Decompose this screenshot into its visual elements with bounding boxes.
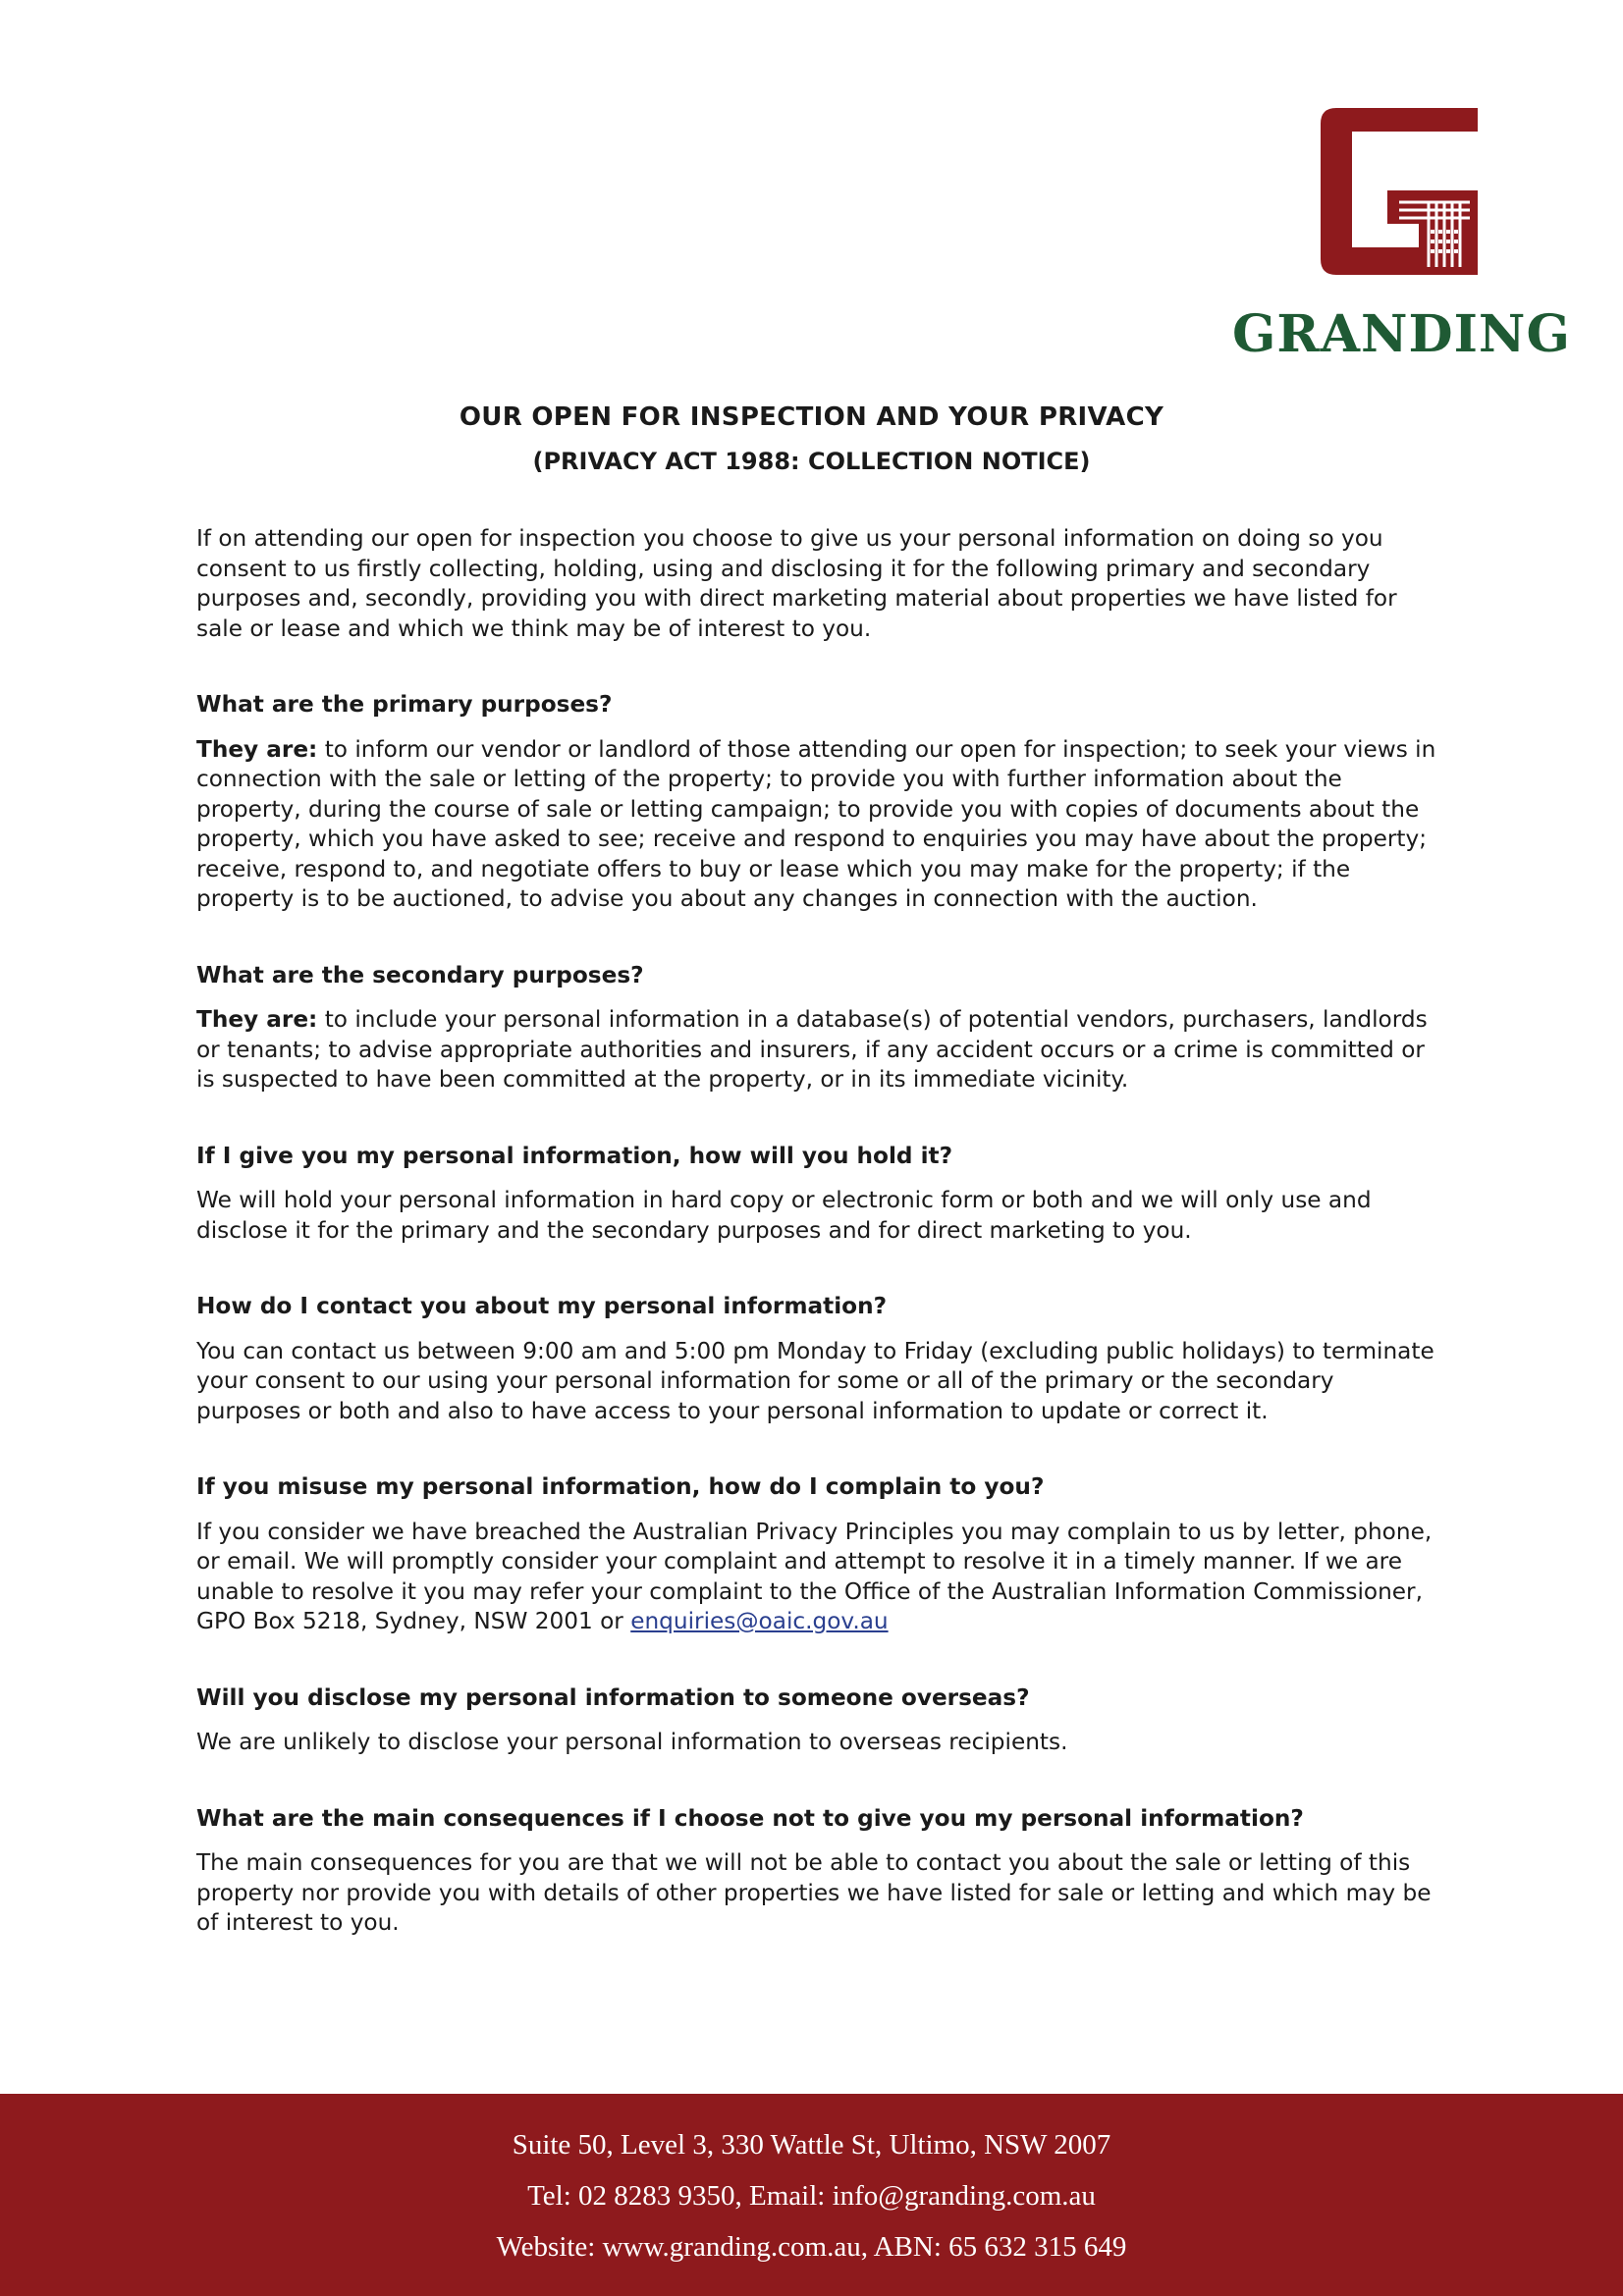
section-lead: They are: bbox=[196, 735, 318, 763]
section-text: If you consider we have breached the Australian Privacy Principles you may complain to us by letter, phone, or email. We will promptly consider your complaint and attempt to resolve it in a timely manner. If we are unable to resolve it you may refer your complaint to the Office of the Australian Information Commissioner, GPO Box 5218, Sydney, NSW 2001 or bbox=[196, 1518, 1433, 1634]
section-heading: Will you disclose my personal information to someone overseas? bbox=[196, 1683, 1030, 1711]
section-complaints bbox=[196, 1472, 1443, 1637]
footer-contact: Tel: 02 8283 9350, Email: info@granding.com.au bbox=[527, 2180, 1096, 2212]
company-logo bbox=[1232, 108, 1571, 373]
granding-logo-icon bbox=[1321, 108, 1478, 280]
section-heading: If I give you my personal information, how will you hold it? bbox=[196, 1142, 953, 1169]
footer-address: Suite 50, Level 3, 330 Wattle St, Ultimo, NSW 2007 bbox=[512, 2129, 1111, 2161]
document-header bbox=[0, 402, 1623, 475]
page-footer bbox=[0, 2094, 1623, 2296]
section-heading: How do I contact you about my personal information? bbox=[196, 1293, 888, 1319]
section-primary-purposes bbox=[196, 690, 1443, 915]
section-heading: What are the main consequences if I choose not to give you my personal information? bbox=[196, 1804, 1304, 1832]
section-body bbox=[196, 1005, 1443, 1095]
footer-website: Website: www.granding.com.au, ABN: 65 632 315 649 bbox=[496, 2231, 1127, 2263]
section-contact bbox=[196, 1292, 1443, 1426]
oaic-email-link[interactable]: enquiries@oaic.gov.au bbox=[630, 1608, 889, 1634]
page-title: OUR OPEN FOR INSPECTION AND YOUR PRIVACY bbox=[459, 402, 1164, 432]
intro-paragraph: If on attending our open for inspection you choose to give us your personal information on doing so you consent to us firstly collecting, holding, using and disclosing it for the following primary and secondary purposes and, secondly, providing you with direct marketing material about properties we have listed for sale or lease and which we think may be of interest to you. bbox=[196, 525, 1397, 642]
section-secondary-purposes bbox=[196, 961, 1443, 1095]
section-heading: What are the primary purposes? bbox=[196, 691, 613, 718]
section-consequences bbox=[196, 1804, 1443, 1939]
section-lead: They are: bbox=[196, 1006, 318, 1033]
section-text: to inform our vendor or landlord of those attending our open for inspection; to seek your views in connection with the sale or letting of the property; to provide you with further information about the property, during the course of sale or letting campaign; to provide you with copies of documents about the property, which you have asked to see; receive and respond to enquiries you may have about the property; receive, respond to, and negotiate offers to buy or lease which you may make for the property; if the property is to be auctioned, to advise you about any changes in connection with the auction. bbox=[196, 735, 1436, 912]
section-overseas bbox=[196, 1683, 1443, 1758]
document-body bbox=[196, 524, 1443, 1939]
section-heading: What are the secondary purposes? bbox=[196, 961, 644, 988]
section-body bbox=[196, 735, 1443, 915]
section-body: You can contact us between 9:00 am and 5:00 pm Monday to Friday (excluding public holidays) to terminate your consent to our using your personal information for some or all of the primary or the secondary purposes or both and also to have access to your personal information to update or correct it. bbox=[196, 1337, 1434, 1424]
brand-name: GRANDING bbox=[1232, 304, 1571, 364]
section-heading: If you misuse my personal information, how do I complain to you? bbox=[196, 1473, 1045, 1500]
section-body: We are unlikely to disclose your personal information to overseas recipients. bbox=[196, 1729, 1068, 1755]
section-body: We will hold your personal information in hard copy or electronic form or both and we will only use and disclose it for the primary and the secondary purposes and for direct marketing to you. bbox=[196, 1187, 1372, 1244]
section-text: to include your personal information in a database(s) of potential vendors, purchasers, landlords or tenants; to advise appropriate authorities and insurers, if any accident occurs or a crime is committed or is suspected to have been committed at the property, or in its immediate vicinity. bbox=[196, 1006, 1428, 1093]
section-body bbox=[196, 1518, 1443, 1637]
page-subtitle: (PRIVACY ACT 1988: COLLECTION NOTICE) bbox=[532, 448, 1091, 475]
section-body: The main consequences for you are that we will not be able to contact you about the sale or letting of this property nor provide you with details of other properties we have listed for sale or letting and which may be of interest to you. bbox=[196, 1849, 1432, 1936]
section-holding-info bbox=[196, 1142, 1443, 1247]
